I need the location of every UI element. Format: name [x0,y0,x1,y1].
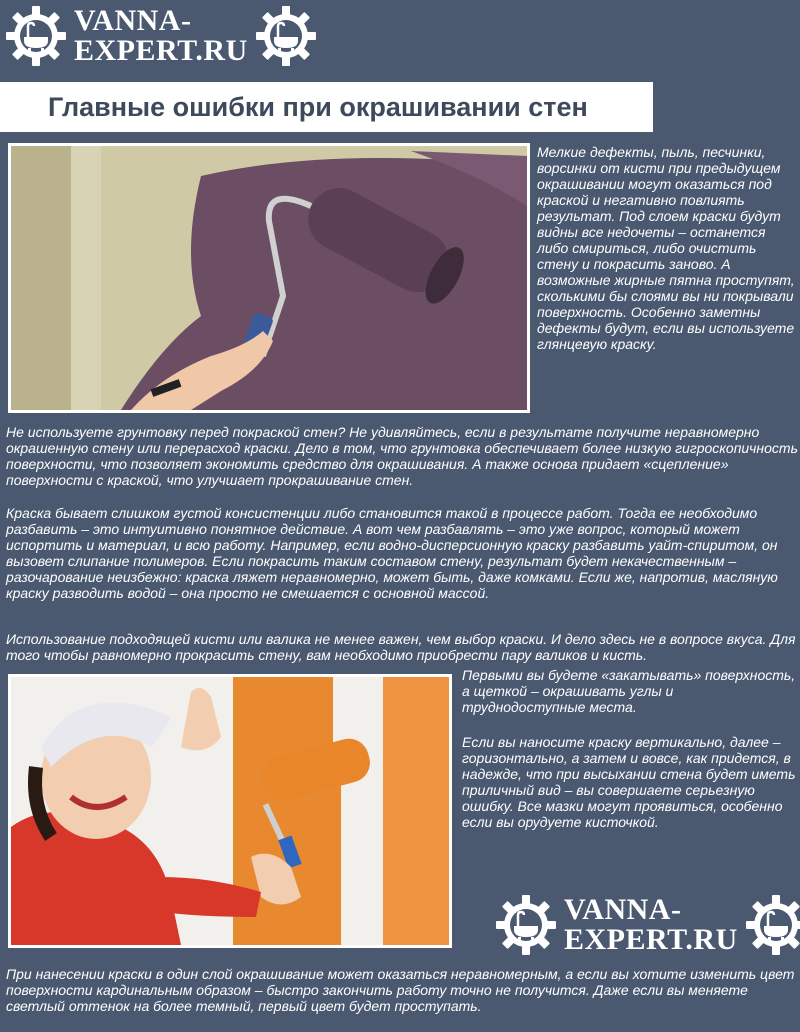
logo-text [74,6,248,66]
logo-line-1: VANNA- [564,893,682,926]
logo-line-2: EXPERT.RU [74,34,248,67]
paragraph-roller-use: Первыми вы будете «закатывать» поверхность, а щеткой – окрашивать углы и труднодоступные места. [462,667,796,715]
logo-line-1: VANNA- [74,4,192,37]
paragraph-defects: Мелкие дефекты, пыль, песчинки, ворсинки от кисти при предыдущем окрашивании могут оказаться под краской и негативно повлиять результат. Под слоем краски будут видны все недочеты – останется либо смириться, либо очистить стену и покрасить заново. А возможные жирные пятна проступят, сколькими бы слоями вы ни покрывали поверхность. Особенно заметны дефекты будут, если вы используете глянцевую краску. [537,144,795,352]
paragraph-thinning: Краска бывает слишком густой консистенции либо становится такой в процессе работ. Тогда ее необходимо разбавить – это интуитивно понятное действие. А вот чем разбавлять – это уже вопрос, который может испортить и материал, и всю работу. Например, если водно-дисперсионную краску разбавить уайт-спиритом, он вызовет слипание полимеров. Если покрасить таким составом стену, результат будет некачественным – разочарование неизбежно: краска ляжет неравномерно, может быть, даже комками. Если же, напротив, масляную краску разводить водой – она просто не смешается с основной массой. [6,505,778,601]
photo-woman-orange-roller [8,674,452,948]
paragraph-tools: Использование подходящей кисти или валика не менее важен, чем выбор краски. И дело здесь не в вопросе вкуса. Для того чтобы равномерно прокрасить стену, вам необходимо приобрести пару валиков и кисть. [6,631,796,663]
logo-text [564,895,738,955]
gear-bath-icon [4,4,68,68]
page-title: Главные ошибки при окрашивании стен [48,92,588,122]
title-band [0,82,653,132]
logo-line-2: EXPERT.RU [564,923,738,956]
paragraph-primer: Не используете грунтовку перед покраской стен? Не удивляйтесь, если в результате получите неравномерно окрашенную стену или перерасход краски. Дело в том, что грунтовка обеспечивает более низкую гигроскопичность поверхности, что позволяет экономить средство для окрашивания. А также основа придает «сцепление» поверхности с краской, что улучшает прокрашивание стен. [6,424,798,488]
gear-bath-icon [744,893,800,957]
paragraph-directions: Если вы наносите краску вертикально, далее – горизонтально, а затем и вовсе, как придется, в надежде, что при высыхании стена будет иметь приличный вид – вы совершаете серьезную ошибку. Все мазки могут проявиться, особенно если вы орудуете кисточкой. [462,734,796,830]
photo-roller-purple [8,143,530,413]
gear-bath-icon [254,4,318,68]
paragraph-single-coat: При нанесении краски в один слой окрашивание может оказаться неравномерным, а если вы хотите изменить цвет поверхности кардинальным образом – быстро закончить работу точно не получится. Даже если вы меняете светлый оттенок на более темный, первый цвет будет проступать. [6,966,795,1014]
site-logo-top[interactable] [4,4,318,68]
site-logo-bottom[interactable] [494,893,800,957]
photo-woman-orange-roller-art [11,677,449,945]
gear-bath-icon [494,893,558,957]
photo-roller-purple-art [11,146,527,410]
